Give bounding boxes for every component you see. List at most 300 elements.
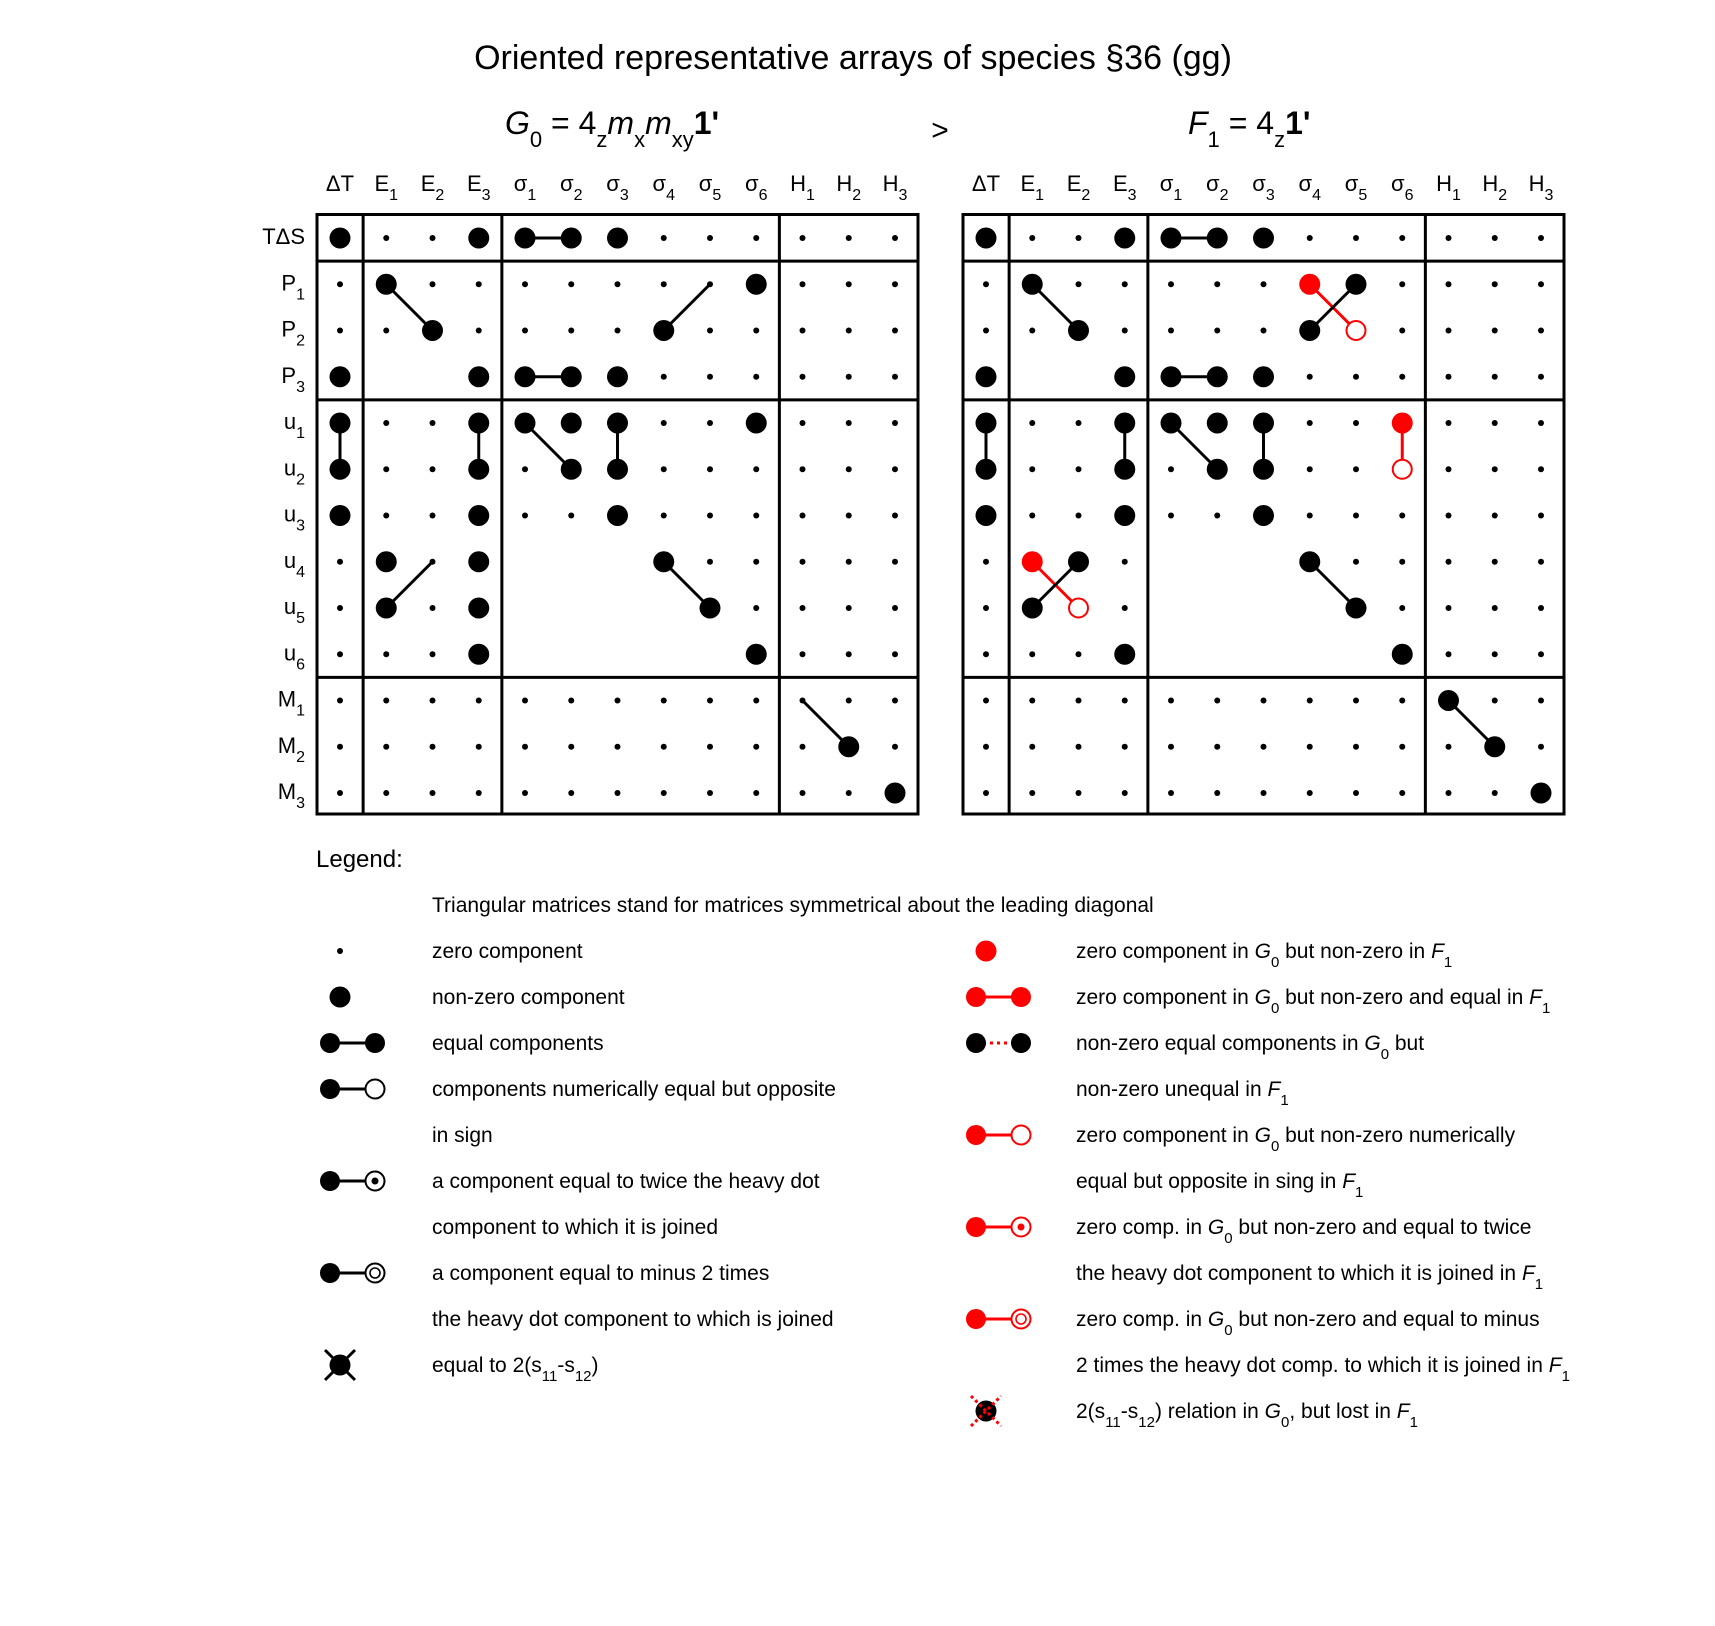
nonzero-component — [1299, 320, 1320, 341]
zero-component — [337, 744, 343, 750]
zero-component — [1446, 513, 1452, 519]
zero-component — [661, 698, 667, 704]
col-header-left: $\sigma_3$ — [606, 171, 629, 204]
col-header-right: $\sigma_1$ — [1159, 171, 1183, 204]
zero-component — [1446, 235, 1452, 241]
col-header-right: $H_3$ — [1528, 171, 1554, 204]
row-label: $u_5$ — [283, 594, 305, 627]
group-heading-left: $G_0 = 4_zm_xm_{xy}1'$ — [505, 105, 720, 152]
zero-component — [1446, 281, 1452, 287]
zero-component — [753, 466, 759, 472]
zero-component — [983, 559, 989, 565]
zero-component — [983, 281, 989, 287]
col-header-left: $\sigma_1$ — [513, 171, 537, 204]
zero-component — [337, 698, 343, 704]
legend-text-left: a component equal to twice the heavy dot — [432, 1170, 820, 1193]
zero-component — [430, 513, 436, 519]
zero-component — [383, 420, 389, 426]
zero-component — [1492, 420, 1498, 426]
nonzero-component — [1114, 413, 1135, 434]
zero-component — [522, 513, 528, 519]
legend-heading: Legend: — [316, 846, 403, 873]
col-header-right: ΔT — [971, 171, 1001, 196]
zero-component — [1538, 744, 1544, 750]
zero-component — [892, 374, 898, 380]
zero-component — [661, 744, 667, 750]
zero-component — [661, 235, 667, 241]
col-header-left: $\sigma_4$ — [652, 171, 675, 204]
zero-component — [707, 513, 713, 519]
zero-component — [430, 698, 436, 704]
zero-component — [1029, 790, 1035, 796]
new-nonzero-component — [1392, 413, 1413, 434]
zero-component — [1538, 513, 1544, 519]
nonzero-component — [468, 644, 489, 665]
nonzero-component — [1531, 783, 1552, 804]
nonzero-component — [422, 320, 443, 341]
zero-component — [1538, 420, 1544, 426]
zero-component — [1399, 328, 1405, 334]
nonzero-component — [376, 274, 397, 295]
zero-component — [846, 790, 852, 796]
zero-component — [800, 513, 806, 519]
legend-text-right: equal but opposite in sing in $F_1$ — [1076, 1170, 1364, 1201]
zero-component — [1492, 559, 1498, 565]
legend-symbol-black-dotted-bar — [966, 1033, 1031, 1053]
zero-component — [1029, 420, 1035, 426]
zero-component — [1307, 698, 1313, 704]
col-header-left: $\sigma_6$ — [745, 171, 768, 204]
nonzero-component — [468, 228, 489, 249]
nonzero-component — [1253, 366, 1274, 387]
zero-component — [753, 790, 759, 796]
nonzero-component — [330, 413, 351, 434]
zero-component — [476, 790, 482, 796]
row-label: $P_1$ — [281, 270, 305, 303]
row-label: $u_3$ — [283, 501, 305, 534]
zero-component — [383, 328, 389, 334]
zero-component — [383, 513, 389, 519]
zero-component — [1261, 328, 1267, 334]
zero-component — [1399, 513, 1405, 519]
nonzero-component — [468, 366, 489, 387]
zero-component — [1029, 651, 1035, 657]
legend-text-left: non-zero component — [432, 986, 625, 1009]
zero-component — [1399, 281, 1405, 287]
legend-symbol-bar-dblring — [320, 1263, 385, 1283]
col-header-left: $\sigma_2$ — [560, 171, 583, 204]
zero-component — [1076, 281, 1082, 287]
nonzero-component — [1207, 459, 1228, 480]
new-nonzero-component — [1299, 274, 1320, 295]
zero-component — [522, 466, 528, 472]
zero-component — [1168, 513, 1174, 519]
zero-component — [568, 328, 574, 334]
legend-text-left: components numerically equal but opposite — [432, 1078, 836, 1101]
zero-component — [846, 651, 852, 657]
legend-symbol-x-dot-red — [971, 1396, 1001, 1426]
zero-component — [430, 790, 436, 796]
zero-component — [1122, 698, 1128, 704]
nonzero-component — [976, 413, 997, 434]
zero-component — [1446, 374, 1452, 380]
col-header-right: $\sigma_4$ — [1298, 171, 1321, 204]
zero-component — [892, 651, 898, 657]
zero-component — [846, 513, 852, 519]
row-label: $u_6$ — [283, 640, 305, 673]
row-label: $M_2$ — [277, 732, 305, 766]
zero-component — [1446, 744, 1452, 750]
zero-component — [892, 559, 898, 565]
legend-text-right: the heavy dot component to which it is joined in $F_1$ — [1076, 1262, 1544, 1293]
nonzero-component — [515, 413, 536, 434]
zero-component — [892, 605, 898, 611]
legend-symbol-red-dot — [976, 941, 997, 962]
zero-component — [800, 605, 806, 611]
zero-component — [430, 466, 436, 472]
legend-text-left: equal components — [432, 1032, 604, 1055]
nonzero-component — [1114, 459, 1135, 480]
col-header-left: $H_1$ — [790, 171, 815, 204]
zero-component — [1214, 328, 1220, 334]
zero-component — [1076, 790, 1082, 796]
legend-text-right: zero comp. in $G_0$ but non-zero and equal to minus — [1076, 1308, 1540, 1339]
zero-component — [1538, 235, 1544, 241]
nonzero-component — [1253, 228, 1274, 249]
zero-component — [1492, 605, 1498, 611]
zero-component — [1538, 466, 1544, 472]
zero-component — [800, 651, 806, 657]
col-header-right: $\sigma_3$ — [1252, 171, 1275, 204]
zero-component — [1492, 281, 1498, 287]
legend-note: Triangular matrices stand for matrices symmetrical about the leading diagonal — [432, 894, 1154, 917]
zero-component — [800, 235, 806, 241]
zero-component — [1446, 790, 1452, 796]
zero-component — [1353, 466, 1359, 472]
legend-symbol-big-dot — [330, 987, 351, 1008]
nonzero-component — [468, 551, 489, 572]
zero-component — [892, 281, 898, 287]
nonzero-component — [1253, 505, 1274, 526]
nonzero-component — [561, 228, 582, 249]
nonzero-component — [1022, 598, 1043, 619]
nonzero-component — [561, 459, 582, 480]
nonzero-component — [1068, 320, 1089, 341]
col-header-left: $H_3$ — [882, 171, 908, 204]
nonzero-component — [746, 274, 767, 295]
zero-component — [1168, 281, 1174, 287]
zero-component — [430, 651, 436, 657]
zero-component — [1538, 374, 1544, 380]
zero-component — [800, 328, 806, 334]
zero-component — [337, 559, 343, 565]
zero-component — [383, 466, 389, 472]
nonzero-component — [976, 505, 997, 526]
zero-component — [707, 235, 713, 241]
matrix-left — [262, 171, 918, 814]
zero-component — [615, 790, 621, 796]
zero-component — [476, 328, 482, 334]
zero-component — [892, 513, 898, 519]
zero-component — [1538, 281, 1544, 287]
zero-component — [1076, 744, 1082, 750]
zero-component — [522, 328, 528, 334]
zero-component — [1214, 281, 1220, 287]
zero-component — [1307, 790, 1313, 796]
zero-component — [1122, 744, 1128, 750]
legend-text-right: $2(s_{11}-s_{12})$ relation in $G_0$, but lost in $F_1$ — [1076, 1400, 1418, 1431]
zero-component — [476, 744, 482, 750]
zero-component — [707, 420, 713, 426]
col-header-right: $\sigma_2$ — [1206, 171, 1229, 204]
zero-component — [1168, 744, 1174, 750]
nonzero-component — [515, 366, 536, 387]
nonzero-component — [1114, 228, 1135, 249]
legend-symbol-bar-dotring — [320, 1171, 385, 1191]
zero-component — [800, 744, 806, 750]
nonzero-component — [1299, 551, 1320, 572]
nonzero-component — [330, 366, 351, 387]
zero-component — [983, 744, 989, 750]
zero-component — [846, 559, 852, 565]
zero-component — [1492, 698, 1498, 704]
zero-component — [661, 420, 667, 426]
zero-component — [1307, 235, 1313, 241]
legend-text-left: the heavy dot component to which is joined — [432, 1308, 834, 1331]
zero-component — [892, 328, 898, 334]
legend-text-left: zero component — [432, 940, 583, 963]
zero-component — [568, 698, 574, 704]
zero-component — [1353, 235, 1359, 241]
zero-component — [1399, 698, 1405, 704]
nonzero-component — [746, 644, 767, 665]
opposite-sign-component — [1069, 599, 1088, 618]
zero-component — [1538, 328, 1544, 334]
zero-component — [892, 235, 898, 241]
legend-text-left: in sign — [432, 1124, 493, 1147]
zero-component — [1029, 513, 1035, 519]
zero-component — [1353, 698, 1359, 704]
row-label: $M_3$ — [277, 779, 305, 812]
zero-component — [1492, 651, 1498, 657]
zero-component — [337, 328, 343, 334]
figure-title: Oriented representative arrays of species §36 (gg) — [474, 39, 1232, 77]
nonzero-component — [885, 783, 906, 804]
legend-symbol-red-bar-open — [966, 1125, 1031, 1145]
col-header-right: $E_3$ — [1112, 171, 1137, 204]
zero-component — [1353, 513, 1359, 519]
nonzero-component — [1207, 366, 1228, 387]
zero-component — [800, 281, 806, 287]
zero-component — [707, 698, 713, 704]
zero-component — [1492, 235, 1498, 241]
col-header-left: $H_2$ — [836, 171, 862, 204]
nonzero-component — [607, 228, 628, 249]
zero-component — [846, 698, 852, 704]
zero-component — [1399, 235, 1405, 241]
zero-component — [337, 651, 343, 657]
col-header-left: $E_1$ — [374, 171, 399, 204]
nonzero-component — [1392, 644, 1413, 665]
zero-component — [1261, 744, 1267, 750]
legend-text-right: zero comp. in $G_0$ but non-zero and equal to twice — [1076, 1216, 1532, 1247]
nonzero-component — [1068, 551, 1089, 572]
zero-component — [753, 374, 759, 380]
legend-text-right: zero component in $G_0$ but non-zero numerically — [1076, 1124, 1516, 1155]
nonzero-component — [1484, 736, 1505, 757]
nonzero-component — [330, 505, 351, 526]
zero-component — [476, 281, 482, 287]
zero-component — [1168, 328, 1174, 334]
zero-component — [707, 374, 713, 380]
zero-component — [1076, 466, 1082, 472]
zero-component — [800, 698, 806, 704]
legend-symbol-red-bar-dotring — [966, 1217, 1031, 1237]
zero-component — [1122, 281, 1128, 287]
nonzero-component — [607, 459, 628, 480]
zero-component — [476, 698, 482, 704]
zero-component — [1353, 744, 1359, 750]
group-heading-right: $F_1 = 4_z1'$ — [1188, 105, 1311, 152]
zero-component — [568, 790, 574, 796]
zero-component — [892, 420, 898, 426]
zero-component — [983, 790, 989, 796]
zero-component — [430, 235, 436, 241]
zero-component — [753, 513, 759, 519]
zero-component — [846, 281, 852, 287]
zero-component — [1307, 744, 1313, 750]
zero-component — [1538, 605, 1544, 611]
nonzero-component — [700, 598, 721, 619]
legend-text-right: non-zero unequal in $F_1$ — [1076, 1078, 1289, 1109]
col-header-right: $E_2$ — [1066, 171, 1091, 204]
zero-component — [522, 281, 528, 287]
zero-component — [983, 651, 989, 657]
zero-component — [1538, 651, 1544, 657]
zero-component — [1399, 790, 1405, 796]
nonzero-component — [561, 366, 582, 387]
zero-component — [568, 513, 574, 519]
nonzero-component — [1161, 228, 1182, 249]
zero-component — [1122, 328, 1128, 334]
zero-component — [1076, 420, 1082, 426]
zero-component — [1492, 466, 1498, 472]
nonzero-component — [561, 413, 582, 434]
zero-component — [983, 605, 989, 611]
col-header-right: $H_1$ — [1436, 171, 1461, 204]
zero-component — [707, 328, 713, 334]
zero-component — [892, 744, 898, 750]
legend-symbol-red-bar-dot — [966, 987, 1031, 1007]
zero-component — [383, 744, 389, 750]
zero-component — [1122, 559, 1128, 565]
zero-component — [983, 328, 989, 334]
zero-component — [615, 328, 621, 334]
zero-component — [1029, 744, 1035, 750]
zero-component — [1446, 559, 1452, 565]
legend-symbol-small-dot — [337, 948, 343, 954]
zero-component — [707, 744, 713, 750]
row-label: $P_2$ — [281, 316, 305, 349]
row-label: $u_1$ — [283, 409, 305, 442]
zero-component — [753, 559, 759, 565]
nonzero-component — [1253, 413, 1274, 434]
zero-component — [800, 790, 806, 796]
zero-component — [1029, 235, 1035, 241]
col-header-left: $E_3$ — [466, 171, 491, 204]
zero-component — [337, 281, 343, 287]
zero-component — [800, 374, 806, 380]
legend-symbol-x-dot — [325, 1350, 355, 1380]
nonzero-component — [838, 736, 859, 757]
zero-component — [1029, 698, 1035, 704]
nonzero-component — [468, 598, 489, 619]
zero-component — [430, 559, 436, 565]
zero-component — [800, 559, 806, 565]
zero-component — [1076, 698, 1082, 704]
new-nonzero-component — [1022, 551, 1043, 572]
zero-component — [1307, 374, 1313, 380]
zero-component — [615, 281, 621, 287]
zero-component — [846, 235, 852, 241]
zero-component — [1168, 466, 1174, 472]
zero-component — [1261, 698, 1267, 704]
nonzero-component — [330, 459, 351, 480]
zero-component — [1446, 651, 1452, 657]
nonzero-component — [607, 505, 628, 526]
zero-component — [661, 790, 667, 796]
zero-component — [1353, 420, 1359, 426]
legend-text-right: 2 times the heavy dot comp. to which it is joined in $F_1$ — [1076, 1354, 1570, 1385]
zero-component — [707, 281, 713, 287]
opposite-sign-component — [1393, 460, 1412, 479]
zero-component — [568, 281, 574, 287]
nonzero-component — [1253, 459, 1274, 480]
zero-component — [1446, 466, 1452, 472]
nonzero-component — [468, 459, 489, 480]
zero-component — [1214, 698, 1220, 704]
zero-component — [707, 790, 713, 796]
zero-component — [846, 466, 852, 472]
nonzero-component — [976, 366, 997, 387]
zero-component — [522, 790, 528, 796]
col-header-right: $E_1$ — [1020, 171, 1045, 204]
matrix-right — [963, 171, 1564, 814]
zero-component — [383, 651, 389, 657]
legend-text-right: zero component in $G_0$ but non-zero and equal in $F_1$ — [1076, 986, 1551, 1017]
nonzero-component — [976, 459, 997, 480]
zero-component — [1399, 374, 1405, 380]
zero-component — [1307, 513, 1313, 519]
zero-component — [1122, 605, 1128, 611]
zero-component — [1029, 328, 1035, 334]
zero-component — [1446, 328, 1452, 334]
zero-component — [383, 235, 389, 241]
zero-component — [1353, 374, 1359, 380]
zero-component — [1446, 420, 1452, 426]
zero-component — [753, 605, 759, 611]
zero-component — [383, 698, 389, 704]
zero-component — [661, 374, 667, 380]
zero-component — [753, 744, 759, 750]
zero-component — [568, 744, 574, 750]
legend-text-left: component to which it is joined — [432, 1216, 718, 1239]
zero-component — [1353, 790, 1359, 796]
nonzero-component — [468, 413, 489, 434]
zero-component — [1307, 466, 1313, 472]
zero-component — [1214, 790, 1220, 796]
nonzero-component — [1161, 413, 1182, 434]
